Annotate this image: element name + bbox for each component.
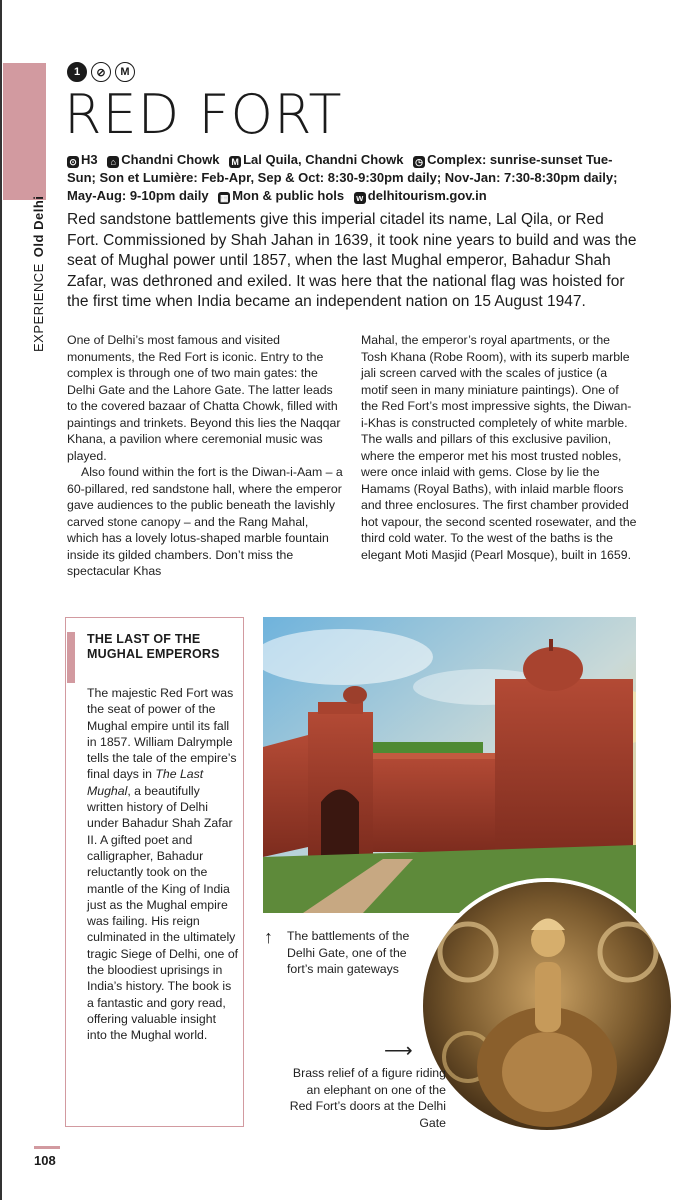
map-pin-icon: ⊙ xyxy=(67,156,79,168)
map-reference: H3 xyxy=(81,152,98,167)
red-fort-illustration xyxy=(263,617,636,913)
website-link[interactable]: delhitourism.gov.in xyxy=(367,188,487,203)
section-name: EXPERIENCE xyxy=(31,263,46,352)
metro-station-icon: M xyxy=(229,156,241,168)
book-title: The Last Mughal xyxy=(87,767,204,798)
page-title: RED FORT xyxy=(64,83,343,146)
bastion-dome xyxy=(523,647,583,691)
left-wall xyxy=(263,735,308,857)
body-paragraph: Also found within the fort is the Diwan-i-Aam – a 60-pillared, red sandstone hall, where the emperor gave audiences to the public beneath the lavishly carved stone canopy – and the Rang Mahal, which has a lovely lotus-shaped marble fountain inside its gilded chambers. Don’t miss the spectacular Khas xyxy=(67,465,343,578)
red-fort-photo xyxy=(263,617,636,913)
body-column-right xyxy=(361,332,637,563)
rider-body xyxy=(535,962,561,1032)
web-icon: w xyxy=(354,192,366,204)
sidebar-accent-bar xyxy=(67,632,75,683)
arrow-up-icon: ↑ xyxy=(264,927,273,947)
metro-icon: M xyxy=(115,62,135,82)
calendar-icon: ▦ xyxy=(219,193,229,203)
closed-days: Mon & public hols xyxy=(232,188,345,203)
opening-hours: Complex: sunrise-sunset Tue-Sun; Son et Lumière: Feb-Apr, Sep & Oct: 8:30-9:30pm daily; Nov-Jan: 7:30-8:30pm daily; May-Aug: 9-10pm daily xyxy=(67,152,618,203)
page-edge-line xyxy=(0,0,2,1200)
body-paragraph: One of Delhi’s most famous and visited monuments, the Red Fort is iconic. Entry to the complex is through one of two main gates: the Delhi Gate and the Lahore Gate. The latter leads to the covered bazaar of Chatta Chowk, filled with paintings and trinkets. Beyond this lies the Naqqar Khana, a pavilion where ceremonial music was played. xyxy=(67,333,341,463)
section-side-label xyxy=(31,196,46,352)
section-color-tab xyxy=(3,63,46,200)
gate-arch xyxy=(321,790,359,858)
dome-finial xyxy=(549,639,553,651)
address: Chandni Chowk xyxy=(121,152,220,167)
no-smoking-icon: ⊘ xyxy=(91,62,111,82)
bastion xyxy=(495,679,633,859)
sidebar-text xyxy=(87,685,239,1044)
sidebar-text-part: , a beautifully written history of Delhi under Bahadur Shah Zafar II. A gifted poet and calligrapher, Bahadur reluctantly took on the mantle of the King of India just as the Mughal empire was failing. His reign culminated in the ultimately tragic Siege of Delhi, one of the bloodiest uprisings in India’s history. The book is a fantastic and gory read, offering valuable insight into the Mughal world. xyxy=(87,783,239,1043)
brass-relief-photo xyxy=(419,878,675,1134)
clock-icon: ◷ xyxy=(413,156,425,168)
metro-station: Lal Quila, Chandni Chowk xyxy=(243,152,404,167)
elephant-head xyxy=(502,1032,592,1112)
address-icon: ⌂ xyxy=(107,156,119,168)
page-number-accent xyxy=(34,1146,60,1149)
area-name: Old Delhi xyxy=(31,195,46,258)
feature-icons xyxy=(67,62,135,82)
number-1-icon: 1 xyxy=(67,62,87,82)
arrow-right-icon: ⟶ xyxy=(384,1040,413,1062)
gate-dome xyxy=(343,686,367,704)
intro-paragraph: Red sandstone battlements give this imperial citadel its name, Lal Qila, or Red Fort. Commissioned by Shah Jahan in 1639, it took nine years to build and was the seat of Mughal power until 1857, when the last Mughal emperor, Bahadur Shah Zafar, was dethroned and exiled. It was here that the national flag was hoisted for the first time when India became an independent nation on 15 August 1947. xyxy=(67,211,637,310)
brass-relief-illustration xyxy=(423,882,671,1130)
page-number: 108 xyxy=(34,1153,56,1168)
visitor-info xyxy=(67,151,627,205)
body-paragraph: Mahal, the emperor’s royal apartments, or the Tosh Khana (Robe Room), with its superb marble jali screen carved with the scales of justice (a motif seen in many miniature paintings). One of the Red Fort’s most impressive sights, the Diwan-i-Khas is constructed completely of white marble. The walls and pillars of this exclusive pavilion, where the emperor met his most trusted nobles, were once inlaid with gems. Close by lie the Hamams (Royal Baths), with inlaid marble floors and three enclosures. The first chamber provided hot vapour, the second scented rosewater, and the third cold water. To the west of the baths is the elegant Moti Masjid (Pearl Mosque), built in 1659. xyxy=(361,333,637,562)
fort-photo-caption: The battlements of the Delhi Gate, one of the fort’s main gateways xyxy=(287,929,410,976)
sidebar-title: THE LAST OF THE MUGHAL EMPERORS xyxy=(87,632,220,661)
sidebar-text-part: The majestic Red Fort was the seat of power of the Mughal empire until its fall in 1857. William Dalrymple tells the tale of the empire’s final days in xyxy=(87,686,237,782)
relief-photo-caption: Brass relief of a figure riding an elephant on one of the Red Fort’s doors at the Delhi Gate xyxy=(289,1066,446,1130)
body-column-left xyxy=(67,332,343,580)
